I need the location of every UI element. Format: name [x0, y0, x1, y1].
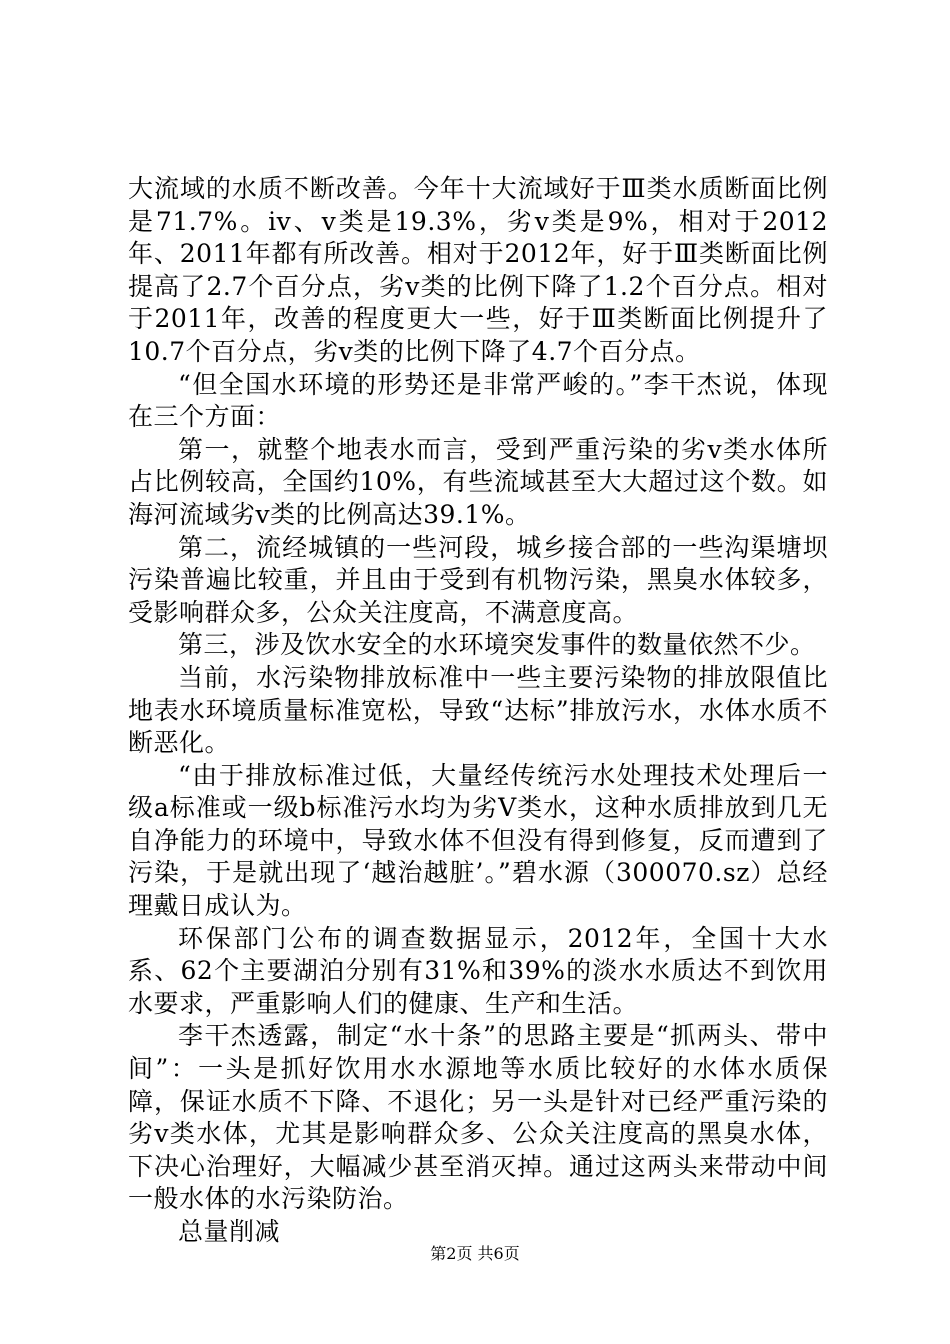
paragraph-3: 第一，就整个地表水而言，受到严重污染的劣v类水体所占比例较高，全国约10%，有些流域甚至大大超过这个数。如海河流域劣v类的比例高达39.1%。 [128, 434, 828, 529]
page-number-footer: 第2页 共6页 [430, 1244, 520, 1263]
paragraph-6: 当前，水污染物排放标准中一些主要污染物的排放限值比地表水环境质量标准宽松，导致“达标”排放污水，水体水质不断恶化。 [128, 662, 828, 758]
paragraph-4: 第二，流经城镇的一些河段，城乡接合部的一些沟渠塘坝污染普遍比较重，并且由于受到有机物污染，黑臭水体较多，受影响群众多，公众关注度高，不满意度高。 [128, 532, 828, 627]
paragraph-7: “由于排放标准过低，大量经传统污水处理技术处理后一级a标准或一级b标准污水均为劣Ⅴ类水，这种水质排放到几无自净能力的环境中，导致水体不但没有得到修复，反而遭到了污染，于是就出现了‘越治越脏’。”碧水源（300070.sz）总经理戴日成认为。 [128, 760, 828, 921]
section-heading: 总量削减 [178, 1217, 281, 1246]
paragraph-8: 环保部门公布的调查数据显示，2012年，全国十大水系、62个主要湖泊分别有31%和39%的淡水水质达不到饮用水要求，严重影响人们的健康、生产和生活。 [128, 923, 828, 1018]
paragraph-5: 第三，涉及饮水安全的水环境突发事件的数量依然不少。 [178, 630, 816, 660]
paragraph-1: 大流域的水质不断改善。今年十大流域好于Ⅲ类水质断面比例是71.7%。iv、v类是19.3%，劣v类是9%，相对于2012年、2011年都有所改善。相对于2012年，好于Ⅲ类断面比例提高了2.7个百分点，劣v类的比例下降了1.2个百分点。相对于2011年，改善的程度更大一些，好于Ⅲ类断面比例提升了10.7个百分点，劣v类的比例下降了4.7个百分点。 [128, 174, 828, 366]
paragraph-9: 李干杰透露，制定“水十条”的思路主要是“抓两头、带中间”：一头是抓好饮用水水源地等水质比较好的水体水质保障，保证水质不下降、不退化；另一头是针对已经严重污染的劣v类水体，尤其是影响群众多、公众关注度高的黑臭水体，下决心治理好，大幅减少甚至消灭掉。通过这两头来带动中间一般水体的水污染防治。 [128, 1021, 828, 1214]
paragraph-2: “但全国水环境的形势还是非常严峻的。”李干杰说，体现在三个方面： [128, 369, 828, 432]
document-body [128, 173, 828, 1249]
